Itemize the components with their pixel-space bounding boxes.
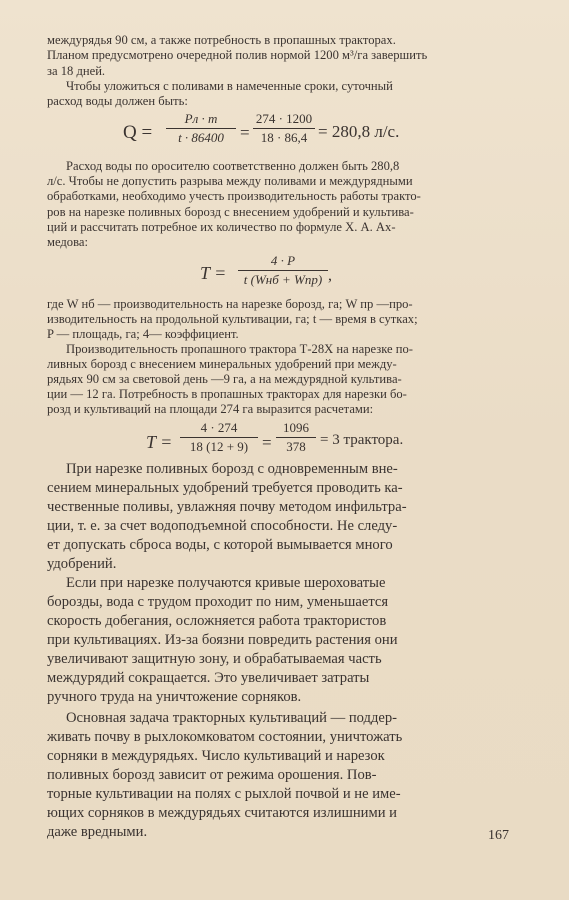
text-line: скорость добегания, осложняется работа трактористов <box>47 613 387 629</box>
formula-q-f1-numerator: Pл · m <box>184 111 218 126</box>
text-line: Производительность пропашного трактора Т-28Х на нарезке по- <box>66 342 413 356</box>
text-line: ции — 12 га. Потребность в пропашных тракторах для нарезки бо- <box>47 387 407 401</box>
text-line: Планом предусмотрено очередной полив нормой 1200 м³/га завершить <box>47 48 428 62</box>
text-line: Расход воды по оросителю соответственно должен быть 280,8 <box>66 159 400 173</box>
formula-q-f2-denominator: 18 · 86,4 <box>260 130 308 145</box>
formula-q-f2-numerator: 274 · 1200 <box>255 111 313 126</box>
formula-calc-fraction-2 <box>276 420 316 455</box>
formula-calc-f2-numerator: 1096 <box>283 420 309 435</box>
text-line: торные культивации на полях с рыхлой почвой и не име- <box>47 786 401 802</box>
formula-calc-fraction-1 <box>180 420 258 455</box>
formula-calc-equals: = <box>262 433 272 452</box>
formula-t-lhs: T = <box>200 263 227 283</box>
text-line: изводительность на продольной культивации, га; t — время в сутках; <box>47 312 418 326</box>
text-line: сорняки в междурядьях. Число культиваций и нарезок <box>47 748 385 764</box>
text-line: увеличивают защитную зону, и обрабатываемая часть <box>47 651 382 667</box>
text-line: междурядий сокращается. Это увеличивает затраты <box>47 670 370 686</box>
formula-q-f1-denominator: t · 86400 <box>178 130 224 145</box>
page-number: 167 <box>488 828 509 843</box>
formula-q-fraction-2 <box>253 111 315 146</box>
formula-t-numerator: 4 · P <box>270 253 296 268</box>
text-line: поливных борозд зависит от режима орошения. Пов- <box>47 767 377 783</box>
text-line: Основная задача тракторных культиваций — поддер- <box>66 710 398 726</box>
formula-calc-lhs: T = <box>146 432 173 452</box>
text-line: Чтобы уложиться с поливами в намеченные сроки, суточный <box>66 79 393 93</box>
text-line: при культивациях. Из-за боязни повредить растения они <box>47 632 398 648</box>
text-line: живать почву в рыхлокомковатом состоянии, уничтожать <box>47 729 403 745</box>
text-line: ливных борозд с внесением минеральных удобрений при междy- <box>47 357 397 371</box>
text-line: рядьях 90 см за световой день —9 га, а на междурядной культива- <box>47 372 402 386</box>
formula-calc-f1-denominator: 18 (12 + 9) <box>189 439 249 454</box>
text-line: удобрений. <box>47 556 117 572</box>
formula-q-lhs: Q = <box>123 122 153 143</box>
text-line: ров на нарезке поливных борозд с внесением удобрений и культива- <box>47 205 414 219</box>
formula-q-result: = 280,8 л/с. <box>318 122 400 141</box>
text-line: ции, т. е. за счет водоподъемной способности. Не следу- <box>47 518 398 534</box>
text-line: борозды, вода с трудом проходит по ним, уменьшается <box>47 594 389 610</box>
text-line: розд и культиваций на площади 274 га выразится расчетами: <box>47 402 374 416</box>
text-line: чественные поливы, увлажняя почву методом инфильтра- <box>47 499 407 515</box>
text-line: обработками, необходимо учесть производительность работы тракто- <box>47 189 421 203</box>
text-line: даже вредными. <box>47 824 148 840</box>
formula-t-comma: , <box>328 267 332 284</box>
text-line: ющих сорняков в междурядьях считаются излишними и <box>47 805 397 821</box>
text-line: сением минеральных удобрений требуется проводить ка- <box>47 480 403 496</box>
text-line: расход воды должен быть: <box>47 94 188 108</box>
formula-q-equals: = <box>240 123 250 142</box>
text-line: где W нб — производительность на нарезке борозд, га; W пр —про- <box>47 297 413 311</box>
formula-q-fraction-1 <box>166 111 236 146</box>
formula-calc-f2-denominator: 378 <box>286 439 306 454</box>
text-line: ет допускать сброса воды, с которой вымывается много <box>47 537 393 553</box>
text-line: При нарезке поливных борозд с одновременным вне- <box>66 461 398 477</box>
text-line: P — площадь, га; 4— коэффициент. <box>47 327 239 341</box>
text-line: ций и рассчитать потребное их количество по формуле Х. А. Ах- <box>47 220 396 234</box>
text-line: л/с. Чтобы не допустить разрыва между поливами и междурядными <box>47 174 413 188</box>
text-line: междурядья 90 см, а также потребность в пропашных тракторах. <box>47 33 396 47</box>
formula-t-fraction <box>238 253 328 288</box>
text-line: медова: <box>47 235 88 249</box>
formula-calc-f1-numerator: 4 · 274 <box>200 420 238 435</box>
text-line: ручного труда на уничтожение сорняков. <box>47 689 302 705</box>
formula-t-denominator: t (Wнб + Wпр) <box>243 272 323 287</box>
text-line: за 18 дней. <box>47 64 106 78</box>
formula-calc-result: = 3 трактора. <box>320 432 404 448</box>
text-line: Если при нарезке получаются кривые шероховатые <box>66 575 386 591</box>
